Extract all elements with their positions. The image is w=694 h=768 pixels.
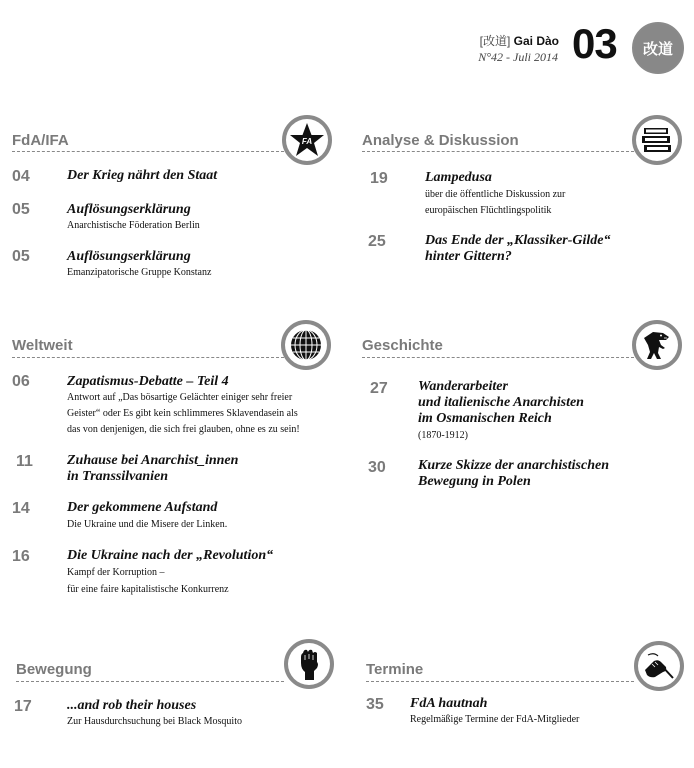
article-title-line2: in Transsilvanien <box>67 469 169 484</box>
article-page-number: 05 <box>12 201 30 218</box>
article-title: Zuhause bei Anarchist_innen <box>67 453 239 468</box>
article-subtitle: europäischen Flüchtlingspolitik <box>425 205 552 216</box>
article-title: Kurze Skizze der anarchistischen <box>418 458 609 473</box>
section-divider <box>12 357 284 358</box>
article-page-number: 25 <box>368 233 386 250</box>
article-page-number: 11 <box>16 453 33 470</box>
article-page-number: 30 <box>368 459 386 476</box>
article-subtitle: Emanzipatorische Gruppe Konstanz <box>67 267 212 278</box>
section-divider <box>362 151 634 152</box>
article-title: Auflösungserklärung <box>67 202 191 217</box>
article-subtitle: Regelmäßige Termine der FdA-Mitglieder <box>410 714 580 725</box>
article-page-number: 17 <box>14 698 32 715</box>
article-page-number: 16 <box>12 548 30 565</box>
article-subtitle: Geister“ oder Es gibt kein schlimmeres Sklavendasein als <box>67 408 298 419</box>
article-page-number: 14 <box>12 500 30 517</box>
article-subtitle: für eine faire kapitalistische Konkurrenz <box>67 584 229 595</box>
section-title-bewegung: Bewegung <box>16 661 92 678</box>
article-subtitle: das von denjenigen, die sich frei glauben, ohne es zu sein! <box>67 424 300 435</box>
article-subtitle: Kampf der Korruption – <box>67 567 165 578</box>
masthead-logo <box>632 22 684 74</box>
article-title: Der gekommene Aufstand <box>67 500 218 515</box>
section-title-termine: Termine <box>366 661 424 678</box>
article-title: Das Ende der „Klassiker-Gilde“ <box>425 233 611 248</box>
article-subtitle: Zur Hausdurchsuchung bei Black Mosquito <box>67 716 242 727</box>
masthead-journal-name: Gai Dào <box>513 34 559 48</box>
article-page-number: 06 <box>12 373 30 390</box>
section-title-analyse: Analyse & Diskussion <box>362 132 519 149</box>
article-title: Zapatismus-Debatte – Teil 4 <box>67 374 229 389</box>
article-subtitle: über die öffentliche Diskussion zur <box>425 189 566 200</box>
masthead-logo-chars: 改道 <box>642 39 673 58</box>
books-icon <box>632 115 682 165</box>
article-page-number: 27 <box>370 380 388 397</box>
section-divider <box>366 681 634 682</box>
section-divider <box>12 151 284 152</box>
article-title-line3: im Osmanischen Reich <box>418 411 552 426</box>
article-title-line2: hinter Gittern? <box>425 249 512 264</box>
pen-hand-icon <box>634 641 684 691</box>
masthead-issue-number: 03 <box>572 20 617 67</box>
article-title: Lampedusa <box>425 170 492 185</box>
raised-fist-icon <box>284 639 334 689</box>
masthead-issue-line: N°42 - Juli 2014 <box>478 50 558 64</box>
globe-icon <box>281 320 331 370</box>
article-title: ...and rob their houses <box>67 698 197 713</box>
article-page-number: 04 <box>12 168 30 185</box>
article-page-number: 19 <box>370 170 388 187</box>
article-title: Die Ukraine nach der „Revolution“ <box>67 548 274 563</box>
fda-star-icon <box>282 115 332 165</box>
article-title-line2: Bewegung in Polen <box>418 474 531 489</box>
dinosaur-icon <box>632 320 682 370</box>
fda-star-text: FA <box>301 137 313 146</box>
section-title-geschichte: Geschichte <box>362 337 443 354</box>
masthead-journal <box>480 32 559 49</box>
section-title-weltweit: Weltweit <box>12 337 73 354</box>
article-subtitle: (1870-1912) <box>418 430 468 441</box>
article-subtitle: Antwort auf „Das bösartige Gelächter einiger sehr freier <box>67 392 293 403</box>
article-page-number: 35 <box>366 696 384 713</box>
article-page-number: 05 <box>12 248 30 265</box>
masthead-bracket: [改道] <box>479 34 511 48</box>
article-title: Wanderarbeiter <box>418 379 508 394</box>
article-subtitle: Die Ukraine und die Misere der Linken. <box>67 519 228 530</box>
section-divider <box>362 357 634 358</box>
article-title: Der Krieg nährt den Staat <box>67 168 218 183</box>
article-title: Auflösungserklärung <box>67 249 191 264</box>
article-title-line2: und italienische Anarchisten <box>418 395 584 410</box>
section-title-fda: FdA/IFA <box>12 132 69 149</box>
article-subtitle: Anarchistische Föderation Berlin <box>67 220 200 231</box>
section-divider <box>16 681 284 682</box>
article-title: FdA hautnah <box>410 696 488 711</box>
